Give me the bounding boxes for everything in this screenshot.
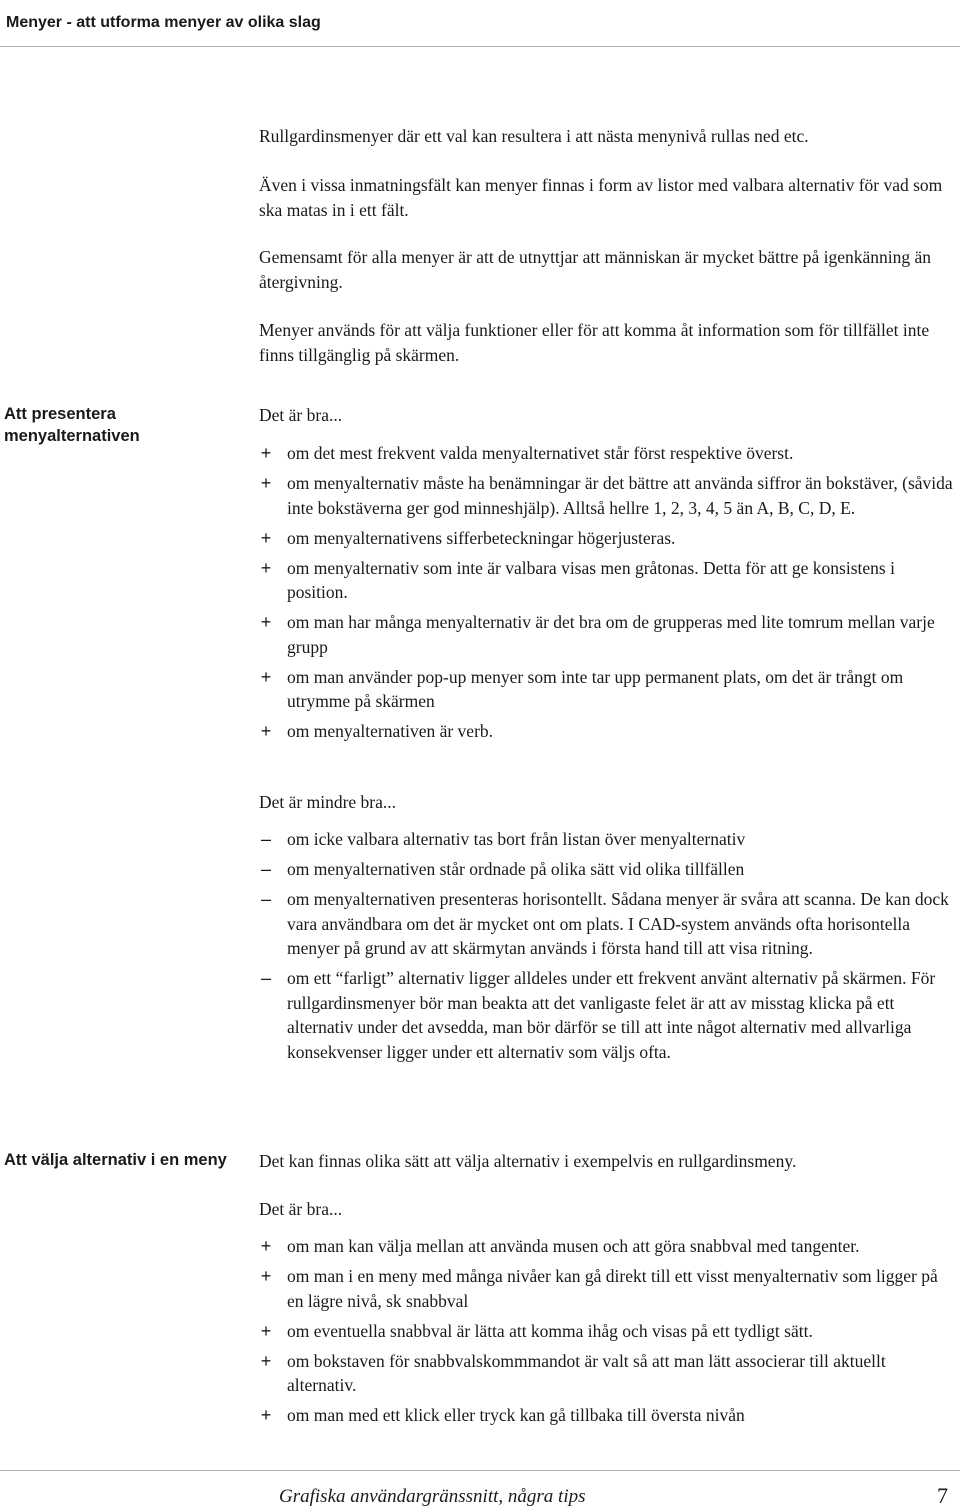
list-item	[259, 665, 954, 714]
list-item	[259, 610, 954, 659]
list-item	[259, 441, 954, 466]
section2-intro: Det kan finnas olika sätt att välja alternativ i exempelvis en rullgardinsmeny.	[259, 1151, 797, 1171]
plus-marker: +	[260, 1350, 272, 1371]
list-item	[259, 1349, 954, 1398]
section1-good-list	[259, 441, 954, 749]
list-item	[259, 556, 954, 605]
footer-divider	[0, 1470, 960, 1471]
section1-good-label: Det är bra...	[259, 405, 343, 425]
list-item-text: om menyalternativen står ordnade på olika sätt vid olika tillfällen	[287, 859, 745, 879]
list-item	[259, 1264, 954, 1313]
plus-marker: +	[260, 527, 272, 548]
page-number: 7	[937, 1483, 948, 1508]
section-heading-valja: Att välja alternativ i en meny	[4, 1151, 227, 1169]
list-item-text: om menyalternativen är verb.	[287, 721, 494, 741]
list-item-text: om man i en meny med många nivåer kan gå direkt till ett visst menyalternativ som ligger på en lägre nivå, sk snabbval	[287, 1266, 938, 1311]
intro-paragraph-3: Gemensamt för alla menyer är att de utnyttjar att människan är mycket bättre på igenkänning än återgivning.	[259, 247, 932, 292]
section1-bad-list	[259, 827, 954, 1070]
plus-marker: +	[260, 612, 272, 632]
minus-marker: –	[260, 829, 271, 849]
plus-marker: +	[260, 473, 272, 493]
intro-paragraph-1: Rullgardinsmenyer där ett val kan resultera i att nästa menynivå rullas ned etc.	[259, 126, 809, 146]
plus-marker: +	[260, 1236, 272, 1256]
list-item	[259, 719, 954, 744]
minus-marker: –	[260, 889, 271, 909]
list-item-text: om menyalternativ måste ha benämningar är det bättre att använda siffror än bokstäver, (såvida inte bokstäverna ger god minneshjälp). Alltså hellre 1, 2, 3, 4, 5 än A, B, C, D, E.	[287, 473, 953, 518]
header-divider	[0, 46, 960, 47]
list-item-text: om ett “farligt” alternativ ligger alldeles under ett frekvent använt alternativ på skärmen. För rullgardinsmenyer bör man beakta att det vanligaste felet är att av misstag klicka på ett alternativ under det avsedda, man bör därför se till att inte något alternativ med allvarliga konsekvenser ligger under ett alternativ som väljs ofta.	[287, 968, 936, 1062]
list-item	[259, 857, 954, 882]
plus-marker: +	[260, 557, 272, 578]
list-item-text: om eventuella snabbval är lätta att komma ihåg och visas på ett tydligt sätt.	[287, 1320, 813, 1341]
plus-marker: +	[260, 721, 272, 741]
list-item	[259, 526, 954, 551]
list-item	[259, 1319, 954, 1344]
list-item-text: om menyalternativen presenteras horisontellt. Sådana menyer är svåra att scanna. De kan dock vara användbara om det är mycket ont om plats. I CAD-system används ofta horisontella menyer på grund av att skärmytan används i första hand till att visa ritning.	[287, 889, 949, 958]
footer-title: Grafiska användargränssnitt, några tips	[279, 1486, 586, 1507]
list-item	[259, 1234, 954, 1259]
plus-marker: +	[260, 1266, 272, 1286]
minus-marker: –	[260, 968, 271, 988]
section1-bad-label: Det är mindre bra...	[259, 792, 397, 812]
list-item-text: om bokstaven för snabbvalskommmandot är valt så att man lätt associerar till aktuellt alternativ.	[287, 1350, 886, 1395]
list-item-text: om man med ett klick eller tryck kan gå tillbaka till översta nivån	[287, 1405, 745, 1425]
section2-good-label: Det är bra...	[259, 1199, 343, 1219]
list-item	[259, 887, 954, 961]
plus-marker: +	[260, 666, 272, 687]
list-item	[259, 1403, 954, 1428]
list-item-text: om icke valbara alternativ tas bort från listan över menyalternativ	[287, 829, 746, 849]
list-item-text: om man kan välja mellan att använda musen och att göra snabbval med tangenter.	[287, 1236, 860, 1256]
running-header-title: Menyer - att utforma menyer av olika slag	[6, 14, 321, 31]
list-item	[259, 471, 954, 520]
plus-marker: +	[260, 1320, 272, 1341]
list-item-text: om man använder pop-up menyer som inte tar upp permanent plats, om det är trångt om utrymme på skärmen	[287, 666, 904, 711]
page-header	[0, 0, 960, 46]
list-item-text: om det mest frekvent valda menyalternativet står först respektive överst.	[287, 443, 794, 463]
plus-marker: +	[260, 1405, 272, 1425]
list-item	[259, 966, 954, 1064]
list-item-text: om menyalternativens sifferbeteckningar högerjusteras.	[287, 527, 676, 548]
list-item-text: om menyalternativ som inte är valbara visas men gråtonas. Detta för att ge konsistens i position.	[287, 557, 895, 602]
section2-good-list	[259, 1234, 954, 1433]
plus-marker: +	[260, 443, 272, 463]
list-item	[259, 827, 954, 852]
section-heading-presentera: Att presentera menyalternativen	[4, 405, 140, 445]
list-item-text: om man har många menyalternativ är det bra om de grupperas med lite tomrum mellan varje grupp	[287, 612, 935, 657]
intro-paragraph-2: Även i vissa inmatningsfält kan menyer finnas i form av listor med valbara alternativ för vad som ska matas in i ett fält.	[259, 175, 943, 220]
intro-paragraph-4: Menyer används för att välja funktioner eller för att komma åt information som för tillfället inte finns tillgänglig på skärmen.	[259, 320, 930, 365]
minus-marker: –	[260, 859, 271, 879]
